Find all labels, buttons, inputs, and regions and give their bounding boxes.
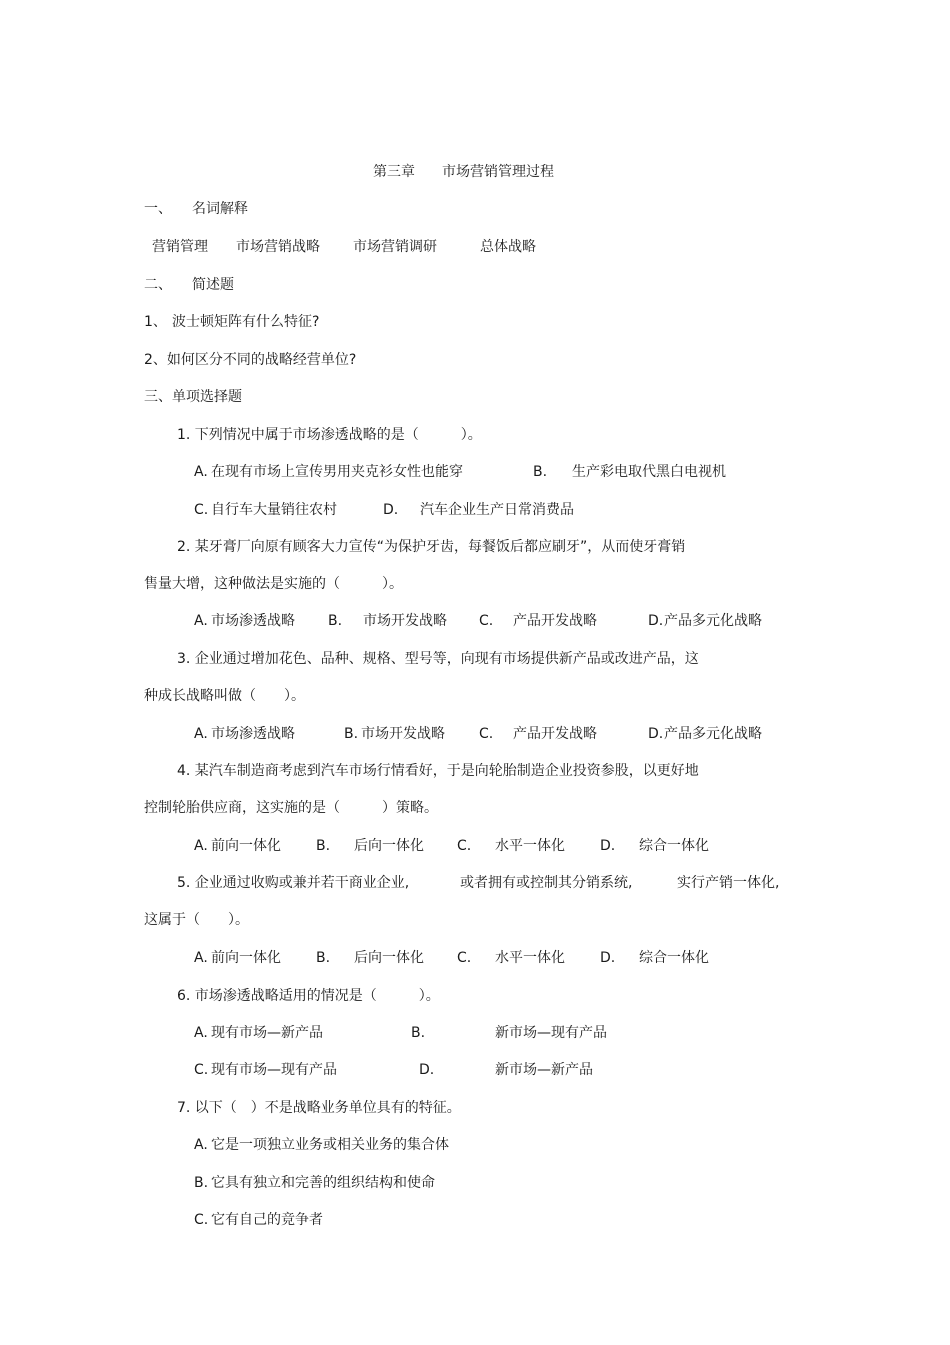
option-letter: C. [479, 726, 494, 742]
section-number: 二、 [144, 277, 172, 293]
option-text: 前向一体化 [211, 950, 281, 966]
option-text: 产品开发战略 [513, 613, 597, 629]
option-text: 新市场—新产品 [495, 1062, 593, 1078]
option-letter: C. [479, 613, 494, 629]
option-letter: C. [194, 1062, 209, 1078]
option-letter: A. [194, 464, 208, 480]
option-text: 市场开发战略 [363, 613, 447, 629]
option-letter: C. [194, 502, 209, 518]
stem-text: 控制轮胎供应商，这实施的是（ ）策略。 [144, 800, 438, 816]
stem-text: 7. 以下（ ）不是战略业务单位具有的特征。 [177, 1100, 461, 1116]
section-title: 简述题 [192, 277, 234, 293]
option-letter: C. [194, 1212, 209, 1228]
option-text: 后向一体化 [354, 950, 424, 966]
option-text: 综合一体化 [639, 838, 709, 854]
option-text: 它有自己的竞争者 [211, 1212, 323, 1228]
option-letter: B. [316, 838, 331, 854]
option-letter: D. [600, 950, 616, 966]
option-text: 生产彩电取代黑白电视机 [572, 464, 726, 480]
option-letter: B. [344, 726, 359, 742]
section-title: 名词解释 [192, 201, 248, 217]
option-letter: D. [648, 613, 664, 629]
option-letter: A. [194, 1137, 208, 1153]
option-text: 市场开发战略 [361, 726, 445, 742]
option-text: 新市场—现有产品 [495, 1025, 607, 1041]
option-text: 产品多元化战略 [664, 613, 762, 629]
option-letter: B. [328, 613, 343, 629]
option-text: 产品多元化战略 [664, 726, 762, 742]
question-number: 1、 [144, 314, 167, 330]
question-text: 2、如何区分不同的战略经营单位? [144, 352, 357, 368]
option-text: 现有市场—现有产品 [211, 1062, 337, 1078]
section-number: 一、 [144, 201, 172, 217]
option-text: 前向一体化 [211, 838, 281, 854]
option-letter: B. [533, 464, 548, 480]
stem-text: 种成长战略叫做（ ）。 [144, 688, 305, 704]
option-text: 市场渗透战略 [211, 613, 295, 629]
stem-text: 5. 企业通过收购或兼并若干商业企业, [177, 875, 410, 891]
section-title: 三、单项选择题 [144, 389, 242, 405]
term-item: 市场营销战略 [236, 239, 320, 255]
option-text: 自行车大量销往农村 [211, 502, 337, 518]
option-text: 在现有市场上宣传男用夹克衫女性也能穿 [211, 464, 463, 480]
option-letter: D. [648, 726, 664, 742]
option-text: 汽车企业生产日常消费品 [420, 502, 574, 518]
option-letter: D. [419, 1062, 435, 1078]
option-letter: A. [194, 838, 208, 854]
question-text: 波士顿矩阵有什么特征? [172, 314, 320, 330]
option-text: 现有市场—新产品 [211, 1025, 323, 1041]
option-letter: D. [383, 502, 399, 518]
stem-text: 1. 下列情况中属于市场渗透战略的是（ ）。 [177, 427, 482, 443]
chapter-name: 市场营销管理过程 [442, 164, 554, 180]
option-text: 它是一项独立业务或相关业务的集合体 [211, 1137, 449, 1153]
stem-text: 售量大增，这种做法是实施的（ ）。 [144, 576, 403, 592]
option-letter: B. [316, 950, 331, 966]
stem-text: 或者拥有或控制其分销系统, [460, 875, 633, 891]
option-text: 产品开发战略 [513, 726, 597, 742]
option-letter: A. [194, 1025, 208, 1041]
term-item: 市场营销调研 [353, 239, 437, 255]
stem-text: 4. 某汽车制造商考虑到汽车市场行情看好，于是向轮胎制造企业投资参股，以更好地 [177, 763, 699, 779]
stem-text: 这属于（ ）。 [144, 912, 249, 928]
option-text: 后向一体化 [354, 838, 424, 854]
term-item: 营销管理 [152, 239, 208, 255]
option-letter: A. [194, 726, 208, 742]
option-letter: C. [457, 838, 472, 854]
option-letter: A. [194, 950, 208, 966]
option-letter: A. [194, 613, 208, 629]
option-text: 水平一体化 [495, 838, 565, 854]
term-item: 总体战略 [480, 239, 536, 255]
stem-text: 3. 企业通过增加花色、品种、规格、型号等，向现有市场提供新产品或改进产品，这 [177, 651, 699, 667]
chapter-number: 第三章 [373, 164, 415, 180]
option-text: 它具有独立和完善的组织结构和使命 [211, 1175, 435, 1191]
option-letter: B. [194, 1175, 209, 1191]
option-text: 水平一体化 [495, 950, 565, 966]
stem-text: 实行产销一体化, [677, 875, 780, 891]
option-letter: D. [600, 838, 616, 854]
option-text: 综合一体化 [639, 950, 709, 966]
option-letter: B. [411, 1025, 426, 1041]
stem-text: 2. 某牙膏厂向原有顾客大力宣传“为保护牙齿，每餐饭后都应刷牙”，从而使牙膏销 [177, 539, 686, 555]
option-text: 市场渗透战略 [211, 726, 295, 742]
stem-text: 6. 市场渗透战略适用的情况是（ ）。 [177, 988, 440, 1004]
option-letter: C. [457, 950, 472, 966]
